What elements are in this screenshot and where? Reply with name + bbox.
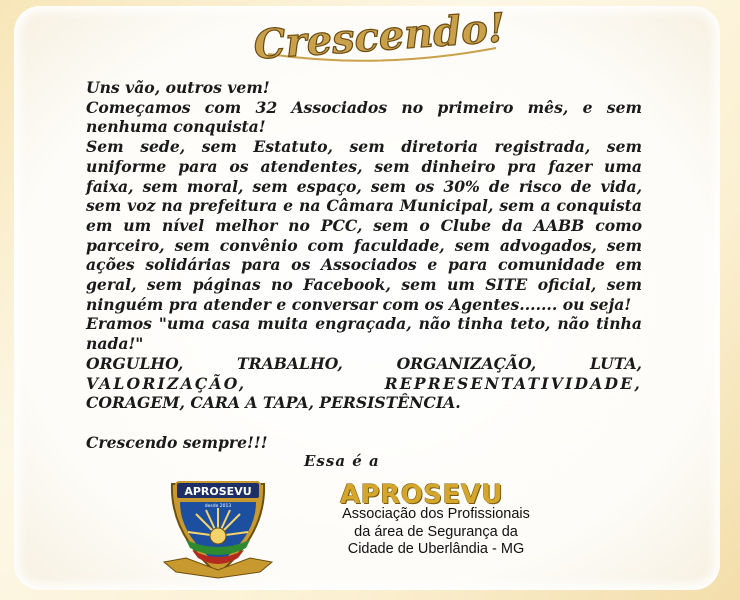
without-paragraph: Sem sede, sem Estatuto, sem diretoria registrada, sem uniforme para os atendentes, sem dinheiro pra fazer uma faixa, sem moral, sem espaço, sem os 30% de risco de vida, sem voz na prefeitura e na Câmara Municipal, sem a conquista em um nível melhor no PCC, sem o Clube da AABB como parceiro, sem convênio com faculdade, sem advogados, sem ações solidárias para os Associados e para comunidade em geral, sem páginas no Facebook, sem um SITE oficial, sem ninguém pra atender e conversar com os Agentes....... ou seja! <box>86 137 642 314</box>
title-text: Crescendo! <box>252 8 507 68</box>
org-description <box>286 506 586 559</box>
quote-line: Eramos "uma casa muita engraçada, não tinha teto, não tinha nada!" <box>86 314 642 354</box>
values-line-3: CORAGEM, CARA A TAPA, PERSISTÊNCIA. <box>86 393 461 413</box>
org-line-2: da área de Segurança da <box>354 523 518 540</box>
org-name: APROSEVU <box>340 480 504 510</box>
values-line-1: ORGULHO, TRABALHO, ORGANIZAÇÃO, LUTA, <box>86 353 642 373</box>
intro-line: Uns vão, outros vem! <box>86 78 270 97</box>
values-line-2: VALORIZAÇÃO, REPRESENTATIVIDADE, <box>86 373 642 393</box>
aprosevu-shield-logo <box>156 474 280 580</box>
title-heading <box>250 8 510 68</box>
start-line: Começamos com 32 Associados no primeiro mês, e sem nenhuma conquista! <box>86 97 642 137</box>
letter-body <box>86 78 642 453</box>
closing-line: Crescendo sempre!!! <box>86 432 268 452</box>
signature-intro: Essa é a <box>304 452 380 470</box>
org-line-1: Associação dos Profissionais <box>342 506 530 522</box>
org-line-3: Cidade de Uberlândia - MG <box>347 541 525 557</box>
shield-banner-text: APROSEVU <box>184 485 252 498</box>
shield-small-text: desde 2013 <box>204 504 232 509</box>
